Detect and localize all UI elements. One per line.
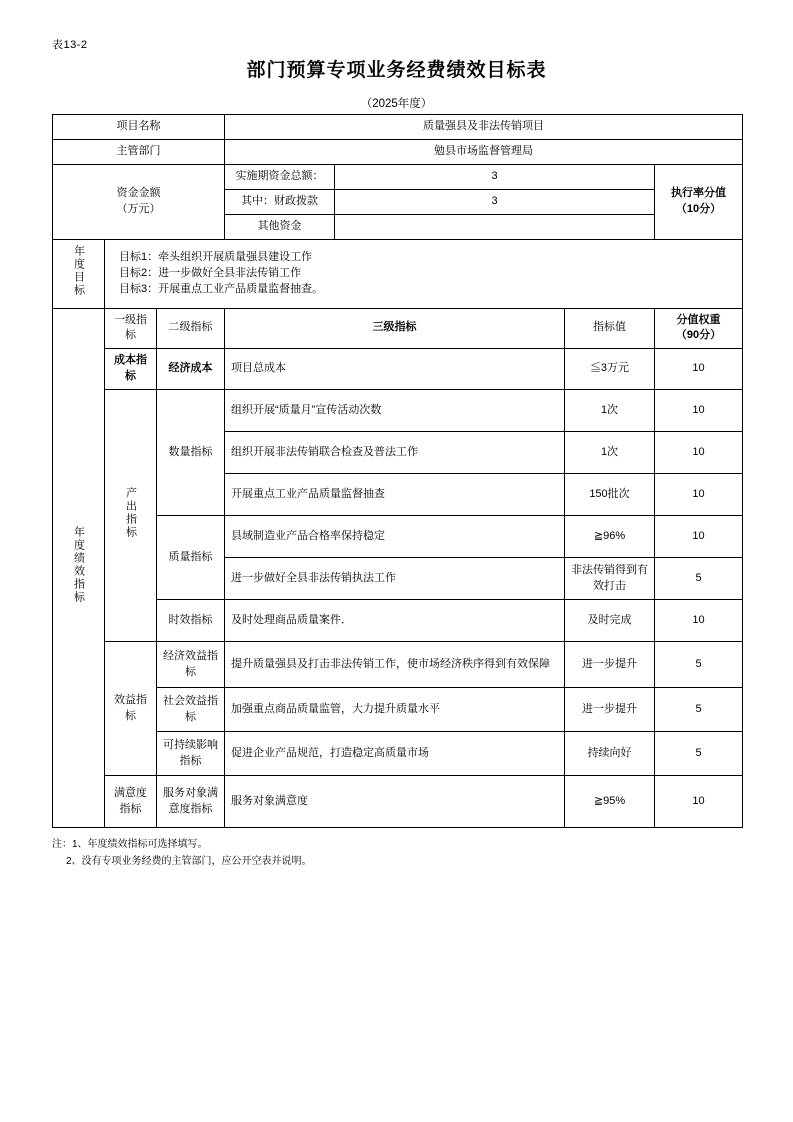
indicator-weight: 10 <box>655 390 743 432</box>
indicator-level3: 服务对象满意度 <box>225 776 565 828</box>
notes-block <box>52 836 752 870</box>
indicator-level3: 加强重点商品质量监管，大力提升质量水平 <box>225 688 565 732</box>
annual-goal-side-label: 年度目标 <box>53 239 105 308</box>
indicator-weight: 10 <box>655 349 743 390</box>
indicator-weight: 5 <box>655 558 743 600</box>
indicator-level2-economic-benefit: 经济效益指标 <box>157 642 225 688</box>
indicator-level2-social-benefit: 社会效益指标 <box>157 688 225 732</box>
form-number: 表13-2 <box>52 39 88 51</box>
indicator-level3: 开展重点工业产品质量监督抽查 <box>225 474 565 516</box>
page-subtitle: （2025年度） <box>360 98 433 110</box>
execution-rate-line2: （10分） <box>675 202 722 215</box>
table-row <box>53 139 743 164</box>
note-line-2: 2、没有专项业务经费的主管部门，应公开空表并说明。 <box>66 856 312 867</box>
annual-goal-line-1: 目标1：牵头组织开展质量强县建设工作 <box>119 250 313 263</box>
budget-performance-table <box>52 114 743 828</box>
indicator-value: ≧96% <box>565 516 655 558</box>
indicator-level3: 提升质量强县及打击非法传销工作，使市场经济秩序得到有效保障 <box>225 642 565 688</box>
indicator-level2-quality: 质量指标 <box>157 516 225 600</box>
indicator-weight: 5 <box>655 642 743 688</box>
project-name-label: 项目名称 <box>53 115 225 140</box>
performance-indicator-side-label: 年度绩效指标 <box>53 308 105 828</box>
fund-item-label-1: 其中：财政拨款 <box>225 189 335 214</box>
page-title: 部门预算专项业务经费绩效目标表 <box>246 60 547 81</box>
indicator-level1-satisfaction: 满意度指标 <box>105 776 157 828</box>
indicator-level3: 县域制造业产品合格率保持稳定 <box>225 516 565 558</box>
indicator-value: 150批次 <box>565 474 655 516</box>
indicator-level3: 促进企业产品规范，打造稳定高质量市场 <box>225 732 565 776</box>
annual-goal-line-3: 目标3：开展重点工业产品质量监督抽查。 <box>119 282 324 295</box>
indicator-value: 非法传销得到有效打击 <box>565 558 655 600</box>
department-value: 勉县市场监督管理局 <box>225 139 743 164</box>
indicator-level3: 进一步做好全县非法传销执法工作 <box>225 558 565 600</box>
indicator-value: 持续向好 <box>565 732 655 776</box>
fund-item-label-2: 其他资金 <box>225 214 335 239</box>
table-row <box>53 390 743 432</box>
execution-rate-score <box>655 164 743 239</box>
table-header-row <box>53 308 743 349</box>
fund-amount-label-line2: （万元） <box>116 202 161 215</box>
indicator-level1-cost: 成本指标 <box>105 349 157 390</box>
table-row <box>53 115 743 140</box>
table-row <box>53 776 743 828</box>
fund-item-value-1: 3 <box>335 189 655 214</box>
project-name-value: 质量强县及非法传销项目 <box>225 115 743 140</box>
column-header-weight: 分值权重 （90分） <box>655 308 743 349</box>
column-header-level1: 一级指标 <box>105 308 157 349</box>
indicator-weight: 10 <box>655 432 743 474</box>
indicator-level1-benefit: 效益指标 <box>105 642 157 776</box>
annual-goal-line-2: 目标2：进一步做好全县非法传销工作 <box>119 266 302 279</box>
indicator-value: 1次 <box>565 432 655 474</box>
indicator-value: 及时完成 <box>565 600 655 642</box>
department-label: 主管部门 <box>53 139 225 164</box>
indicator-level3: 及时处理商品质量案件． <box>225 600 565 642</box>
indicator-value: 1次 <box>565 390 655 432</box>
indicator-value: 进一步提升 <box>565 688 655 732</box>
indicator-weight: 10 <box>655 600 743 642</box>
indicator-level3: 项目总成本 <box>225 349 565 390</box>
indicator-weight: 10 <box>655 776 743 828</box>
fund-item-label-0: 实施期资金总额： <box>225 164 335 189</box>
indicator-level2-sustainable-impact: 可持续影响指标 <box>157 732 225 776</box>
indicator-level3: 组织开展非法传销联合检查及普法工作 <box>225 432 565 474</box>
indicator-weight: 5 <box>655 688 743 732</box>
indicator-value: 进一步提升 <box>565 642 655 688</box>
indicator-value: ≧95% <box>565 776 655 828</box>
note-line-1: 注：1、年度绩效指标可选择填写。 <box>52 839 208 850</box>
fund-item-value-0: 3 <box>335 164 655 189</box>
annual-goal-content <box>105 239 743 308</box>
indicator-weight: 10 <box>655 516 743 558</box>
table-row <box>53 349 743 390</box>
indicator-level2-quantity: 数量指标 <box>157 390 225 516</box>
fund-item-value-2 <box>335 214 655 239</box>
indicator-weight: 10 <box>655 474 743 516</box>
indicator-level2-economic-cost: 经济成本 <box>157 349 225 390</box>
indicator-weight: 5 <box>655 732 743 776</box>
indicator-level2-service-satisfaction: 服务对象满意度指标 <box>157 776 225 828</box>
column-header-level2: 二级指标 <box>157 308 225 349</box>
fund-amount-label-line1: 资金金额 <box>116 186 161 199</box>
indicator-level2-timeliness: 时效指标 <box>157 600 225 642</box>
column-header-value: 指标值 <box>565 308 655 349</box>
indicator-level3: 组织开展“质量月”宣传活动次数 <box>225 390 565 432</box>
table-row <box>53 164 743 189</box>
indicator-level1-output: 产出指标 <box>105 390 157 642</box>
table-row <box>53 239 743 308</box>
table-row <box>53 732 743 776</box>
indicator-value: ≦3万元 <box>565 349 655 390</box>
execution-rate-line1: 执行率分值 <box>671 186 726 199</box>
table-row <box>53 642 743 688</box>
table-row <box>53 600 743 642</box>
column-header-level3: 三级指标 <box>225 308 565 349</box>
table-row <box>53 688 743 732</box>
fund-amount-label <box>53 164 225 239</box>
table-row <box>53 516 743 558</box>
